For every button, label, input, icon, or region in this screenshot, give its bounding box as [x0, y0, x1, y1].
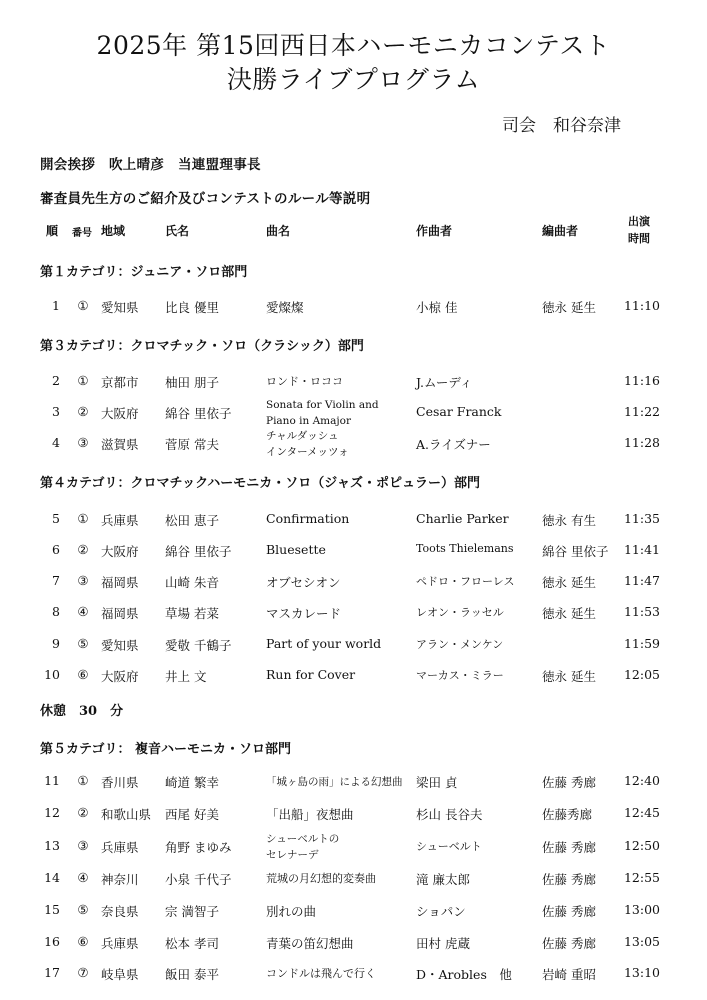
row-composer: ペドロ・フローレス: [416, 575, 515, 588]
category-3-title: 第３カテゴリ：クロマチック・ソロ（クラシック）部門: [40, 339, 364, 354]
row-region: 愛知県: [101, 638, 139, 653]
row-region: 岐阜県: [101, 967, 139, 982]
row-performer: 西尾 好美: [165, 807, 219, 822]
row-performer: 愛敬 千鶴子: [165, 638, 232, 653]
row-song-line1: Sonata for Violin and: [266, 399, 379, 411]
row-composer: Toots Thielemans: [416, 542, 514, 555]
row-song: コンドルは飛んで行く: [266, 967, 376, 980]
table-row: [0, 798, 707, 828]
header-number: 番号: [72, 228, 92, 239]
category-4-title: 第４カテゴリ：クロマチックハーモニカ・ソロ（ジャズ・ポピュラー）部門: [40, 476, 481, 491]
row-song: Run for Cover: [266, 667, 356, 682]
table-row: [0, 831, 707, 861]
row-time: 12:50: [623, 838, 660, 853]
row-composer: 田村 虎蔵: [416, 936, 470, 951]
table-row: [0, 397, 707, 427]
row-region: 和歌山県: [101, 807, 152, 822]
row-region: 香川県: [101, 775, 139, 790]
row-region: 京都市: [101, 375, 139, 390]
row-song: Part of your world: [266, 636, 382, 651]
row-composer: 滝 廉太郎: [416, 872, 470, 887]
row-song: ロンド・ロココ: [266, 375, 343, 388]
row-number: ①: [77, 511, 89, 526]
row-song-line2: Piano in Amajor: [266, 415, 351, 427]
header-region: 地域: [101, 224, 126, 238]
row-composer: 杉山 長谷夫: [416, 807, 483, 822]
row-performer: 菅原 常夫: [165, 437, 219, 452]
category-5-title: 第５カテゴリ： 複音ハーモニカ・ソロ部門: [40, 742, 292, 757]
table-row: [0, 766, 707, 796]
row-time: 11:35: [623, 511, 660, 526]
row-number: ④: [77, 604, 89, 619]
row-arranger: 徳永 延生: [542, 300, 596, 315]
row-performer: 綿谷 里依子: [165, 544, 232, 559]
row-performer: 飯田 泰平: [165, 967, 219, 982]
row-number: ②: [77, 542, 89, 557]
table-row: [0, 597, 707, 627]
header-arranger: 編曲者: [542, 224, 579, 238]
category-1-title: 第１カテゴリ：ジュニア・ソロ部門: [40, 265, 248, 280]
row-performer: 草場 若菜: [165, 606, 219, 621]
row-order: 3: [52, 404, 60, 419]
row-region: 兵庫県: [101, 840, 139, 855]
row-time: 11:28: [623, 435, 660, 450]
row-region: 兵庫県: [101, 936, 139, 951]
row-order: 13: [44, 838, 60, 853]
row-order: 8: [52, 604, 60, 619]
row-performer: 小泉 千代子: [165, 872, 232, 887]
row-time: 12:45: [623, 805, 660, 820]
table-row: [0, 428, 707, 458]
row-song: オブセシオン: [266, 575, 341, 590]
row-composer: 梁田 貞: [416, 775, 458, 790]
row-region: 愛知県: [101, 300, 139, 315]
table-row: [0, 660, 707, 690]
row-number: ⑦: [77, 965, 89, 980]
row-song: [266, 831, 339, 863]
header-time-line2: 時間: [628, 232, 650, 245]
table-row: [0, 863, 707, 893]
row-region: 福岡県: [101, 575, 139, 590]
row-arranger: 佐藤秀廊: [542, 807, 593, 822]
row-performer: 山崎 朱音: [165, 575, 219, 590]
row-arranger: 佐藤 秀廊: [542, 775, 596, 790]
row-time: 13:10: [623, 965, 660, 980]
row-song: Confirmation: [266, 511, 350, 526]
row-time: 12:55: [623, 870, 660, 885]
row-performer: 崎道 繁幸: [165, 775, 219, 790]
header-composer: 作曲者: [416, 224, 453, 238]
row-composer: ショパン: [416, 904, 466, 919]
row-number: ②: [77, 805, 89, 820]
row-number: ③: [77, 435, 89, 450]
row-arranger: 佐藤 秀廊: [542, 936, 596, 951]
row-number: ⑥: [77, 667, 89, 682]
row-order: 17: [44, 965, 60, 980]
table-row: [0, 535, 707, 565]
row-song: [266, 428, 349, 460]
row-order: 11: [44, 773, 60, 788]
row-number: ③: [77, 573, 89, 588]
table-header: [0, 215, 707, 245]
row-song: 別れの曲: [266, 904, 317, 919]
row-song-line2: セレナーデ: [266, 849, 319, 861]
row-time: 12:05: [623, 667, 660, 682]
row-region: 大阪府: [101, 544, 139, 559]
table-row: [0, 629, 707, 659]
row-time: 11:22: [623, 404, 660, 419]
row-performer: 松田 恵子: [165, 513, 219, 528]
row-composer: マーカス・ミラー: [416, 669, 504, 682]
row-number: ⑤: [77, 636, 89, 651]
row-number: ⑤: [77, 902, 89, 917]
row-composer: Charlie Parker: [416, 511, 509, 526]
program-title-line1: 2025年 第15回西日本ハーモニカコンテスト: [96, 31, 611, 60]
row-song: 「出船」夜想曲: [266, 807, 354, 822]
row-song-line1: シューベルトの: [266, 833, 340, 845]
row-arranger: 徳永 延生: [542, 606, 596, 621]
table-row: [0, 958, 707, 988]
row-song: Bluesette: [266, 542, 326, 557]
row-song-line2: インターメッツォ: [266, 446, 349, 458]
row-time: 13:00: [623, 902, 660, 917]
row-number: ④: [77, 870, 89, 885]
row-composer: レオン・ラッセル: [416, 606, 504, 619]
row-performer: 井上 文: [165, 669, 207, 684]
table-row: [0, 927, 707, 957]
row-composer: Cesar Franck: [416, 404, 502, 419]
row-composer: D・Arobles 他: [416, 967, 512, 982]
header-time-line1: 出演: [628, 215, 650, 228]
row-performer: 松本 孝司: [165, 936, 219, 951]
row-composer: A.ライズナー: [416, 437, 491, 452]
break-notice: 休憩 30 分: [40, 704, 124, 719]
row-song-line1: チャルダッシュ: [266, 430, 339, 442]
row-arranger: 佐藤 秀廊: [542, 904, 596, 919]
table-row: [0, 291, 707, 321]
mc-name: 司会 和谷奈津: [502, 116, 621, 136]
row-performer: 柚田 朋子: [165, 375, 219, 390]
row-region: 福岡県: [101, 606, 139, 621]
row-arranger: 佐藤 秀廊: [542, 840, 596, 855]
header-order: 順: [46, 224, 59, 238]
row-arranger: 綿谷 里依子: [542, 544, 609, 559]
opening-address: 開会挨拶 吹上晴彦 当連盟理事長: [40, 157, 261, 173]
row-performer: 比良 優里: [165, 300, 219, 315]
row-order: 9: [52, 636, 60, 651]
row-arranger: 徳永 有生: [542, 513, 596, 528]
row-region: 奈良県: [101, 904, 139, 919]
table-row: [0, 566, 707, 596]
row-order: 2: [52, 373, 60, 388]
row-song: 愛燦燦: [266, 300, 304, 315]
row-order: 14: [44, 870, 60, 885]
row-order: 12: [44, 805, 60, 820]
row-time: 11:53: [623, 604, 660, 619]
row-number: ②: [77, 404, 89, 419]
row-arranger: 岩崎 重昭: [542, 967, 596, 982]
row-number: ⑥: [77, 934, 89, 949]
row-time: 11:16: [623, 373, 660, 388]
row-number: ①: [77, 373, 89, 388]
row-song: 青葉の笛幻想曲: [266, 936, 354, 951]
row-region: 神奈川: [101, 872, 139, 887]
row-region: 大阪府: [101, 406, 139, 421]
row-performer: 綿谷 里依子: [165, 406, 232, 421]
row-order: 1: [52, 298, 60, 313]
row-number: ①: [77, 773, 89, 788]
header-song: 曲名: [266, 224, 291, 238]
row-time: 11:47: [623, 573, 660, 588]
row-performer: 角野 まゆみ: [165, 840, 232, 855]
row-time: 11:41: [623, 542, 660, 557]
row-order: 16: [44, 934, 60, 949]
row-time: 13:05: [623, 934, 660, 949]
judges-introduction: 審査員先生方のご紹介及びコンテストのルール等説明: [40, 191, 371, 207]
row-composer: J.ムーディ: [416, 375, 473, 390]
row-performer: 宗 満智子: [165, 904, 219, 919]
row-order: 7: [52, 573, 60, 588]
row-time: 11:10: [623, 298, 660, 313]
program-title-line2: 決勝ライブプログラム: [226, 65, 481, 94]
row-number: ①: [77, 298, 89, 313]
row-composer: アラン・メンケン: [416, 638, 504, 651]
table-row: [0, 895, 707, 925]
table-row: [0, 366, 707, 396]
row-song: [266, 397, 379, 429]
row-arranger: 佐藤 秀廊: [542, 872, 596, 887]
row-time: 11:59: [623, 636, 660, 651]
row-composer: 小椋 佳: [416, 300, 458, 315]
row-region: 兵庫県: [101, 513, 139, 528]
row-order: 6: [52, 542, 60, 557]
row-order: 10: [44, 667, 60, 682]
row-composer: シューベルト: [416, 840, 482, 853]
row-region: 滋賀県: [101, 437, 139, 452]
row-song: マスカレード: [266, 606, 342, 621]
row-arranger: 徳永 延生: [542, 575, 596, 590]
row-order: 4: [52, 435, 60, 450]
row-song: 荒城の月幻想的変奏曲: [266, 872, 376, 885]
row-region: 大阪府: [101, 669, 139, 684]
row-arranger: 徳永 延生: [542, 669, 596, 684]
header-name: 氏名: [165, 224, 190, 238]
row-song: 「城ヶ島の雨」による幻想曲: [266, 776, 403, 788]
table-row: [0, 504, 707, 534]
row-number: ③: [77, 838, 89, 853]
row-order: 15: [44, 902, 60, 917]
row-order: 5: [52, 511, 60, 526]
row-time: 12:40: [623, 773, 660, 788]
